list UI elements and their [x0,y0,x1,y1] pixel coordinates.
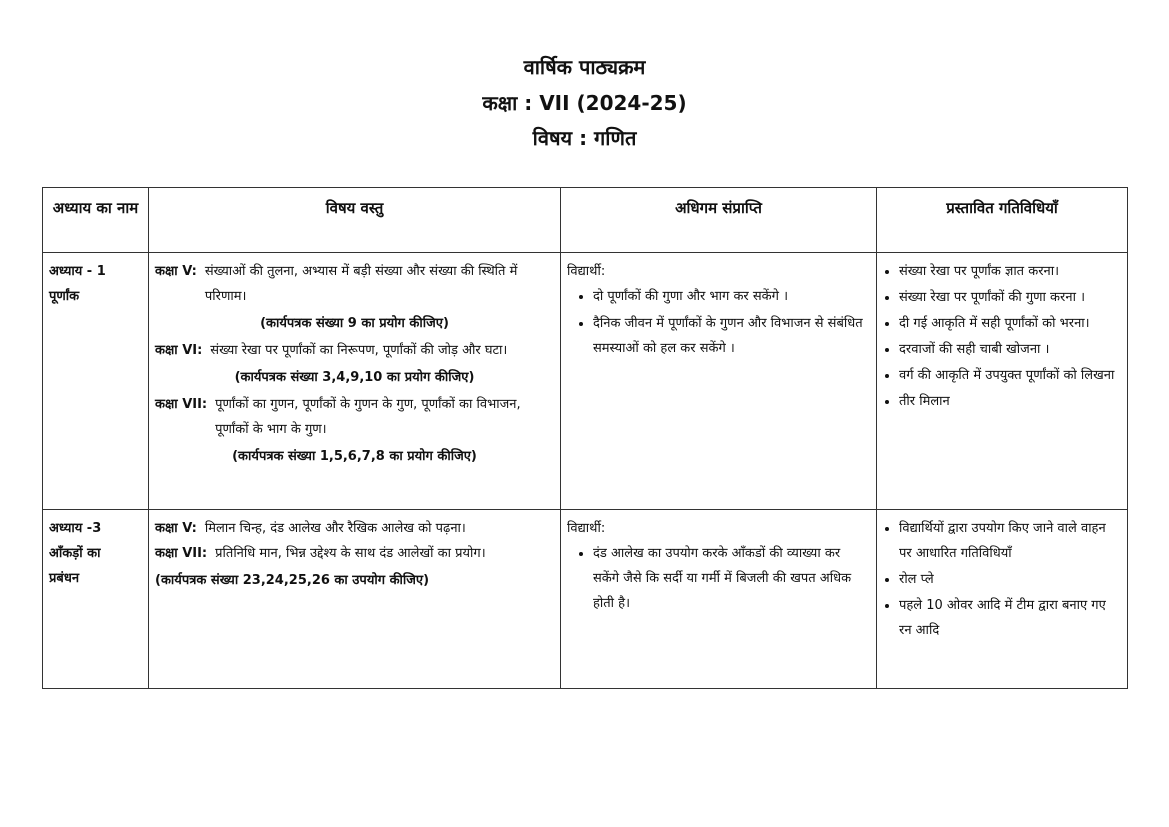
class-content: पूर्णांकों का गुणन, पूर्णांकों के गुणन के गुण, पूर्णांकों का विभाजन, पूर्णांकों के भाग के गुण। [215,397,521,437]
activities-list [883,516,1121,643]
list-item: • संख्या रेखा पर पूर्णांक ज्ञात करना। [899,259,1121,284]
list-item: • दी गई आकृति में सही पूर्णांकों को भरना। [899,311,1121,336]
worksheet-note: (कार्यपत्रक संख्या 3,4,9,10 का प्रयोग कीजिए) [234,370,475,385]
syllabus-table [42,187,1128,689]
content-class-item [155,259,554,309]
chapter-title: प्रबंधन [49,571,80,586]
list-item: • दंड आलेख का उपयोग करके आँकडों की व्याख्या कर सकेंगे जैसे कि सर्दी या गर्मी में बिजली की खपत अधिक होती है। [593,541,870,616]
chapter-cell [43,510,149,689]
class-content: संख्याओं की तुलना, अभ्यास में बड़ी संख्या और संख्या की स्थिति में परिणाम। [204,264,518,304]
list-item: • तीर मिलान [899,389,1121,414]
subject-line: विषय : गणित [532,126,637,150]
worksheet-note: (कार्यपत्रक संख्या 9 का प्रयोग कीजिए) [260,316,449,331]
chapter-title: आँकड़ों का [49,546,101,561]
chapter-number: अध्याय -3 [49,521,102,536]
page-title: वार्षिक पाठ्यक्रम [523,55,646,79]
outcomes-cell [561,510,877,689]
class-line: कक्षा : VII (2024-25) [482,91,687,115]
list-item: • संख्या रेखा पर पूर्णांकों की गुणा करना । [899,285,1121,310]
content-class-item [155,338,554,363]
list-item: • वर्ग की आकृति में उपयुक्त पूर्णांकों को लिखना [899,363,1121,388]
outcomes-cell [561,253,877,510]
outcomes-label: विद्यार्थी: [567,264,606,279]
chapter-cell [43,253,149,510]
class-label: कक्षा V: [155,521,197,536]
list-item: • दो पूर्णांकों की गुणा और भाग कर सकेंगे । [593,284,870,309]
column-header-chapter: अध्याय का नाम [43,188,149,253]
column-header-outcomes: अधिगम संप्राप्ति [561,188,877,253]
table-header-row [43,188,1128,253]
class-label: कक्षा V: [155,264,197,279]
worksheet-note: (कार्यपत्रक संख्या 1,5,6,7,8 का प्रयोग कीजिए) [232,449,477,464]
activities-cell [877,253,1128,510]
content-class-item [155,541,554,566]
table-row [43,253,1128,510]
activities-list [883,259,1121,414]
list-item: • दरवाजों की सही चाबी खोजना । [899,337,1121,362]
chapter-number: अध्याय - 1 [49,264,106,279]
content-cell [149,510,561,689]
column-header-content: विषय वस्तु [149,188,561,253]
column-header-activities: प्रस्तावित गतिविधियाँ [877,188,1128,253]
outcomes-label: विद्यार्थी: [567,521,606,536]
outcomes-list [567,541,870,616]
content-cell [149,253,561,510]
outcomes-list [567,284,870,361]
list-item: • दैनिक जीवन में पूर्णांकों के गुणन और विभाजन से संबंधित समस्याओं को हल कर सकेंगे । [593,311,870,361]
list-item: • पहले 10 ओवर आदि में टीम द्वारा बनाए गए रन आदि [899,593,1121,643]
class-content: मिलान चिन्ह, दंड आलेख और रैखिक आलेख को पढ़ना। [204,521,466,536]
class-label: कक्षा VI: [155,343,203,358]
list-item: • रोल प्ले [899,567,1121,592]
list-item: • विद्यार्थियों द्वारा उपयोग किए जाने वाले वाहन पर आधारित गतिविधियाँ [899,516,1121,566]
class-content: संख्या रेखा पर पूर्णांकों का निरूपण, पूर्णांकों की जोड़ और घटा। [210,343,508,358]
worksheet-note: (कार्यपत्रक संख्या 23,24,25,26 का उपयोग कीजिए) [155,573,430,588]
table-row [43,510,1128,689]
chapter-title: पूर्णांक [49,289,80,304]
content-class-item [155,516,554,541]
class-label: कक्षा VII: [155,397,208,412]
activities-cell [877,510,1128,689]
class-content: प्रतिनिधि मान, भिन्न उद्देश्य के साथ दंड आलेखों का प्रयोग। [215,546,486,561]
content-class-item [155,392,554,442]
class-label: कक्षा VII: [155,546,208,561]
